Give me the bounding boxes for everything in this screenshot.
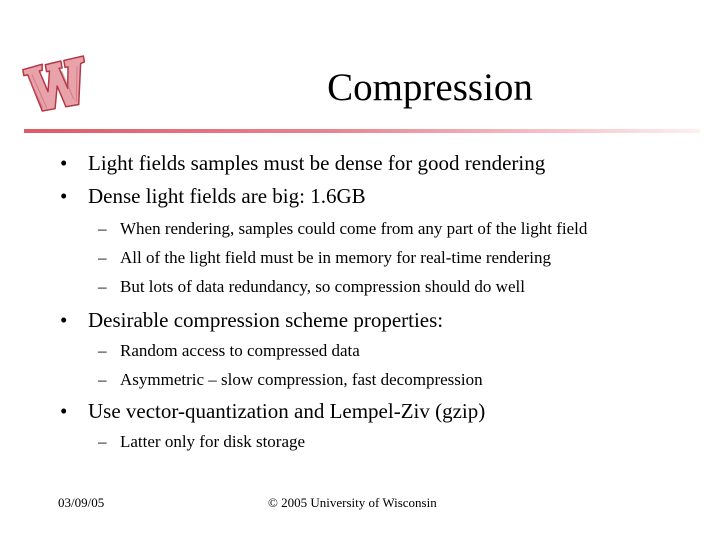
bullet-marker: •	[60, 308, 68, 332]
footer-date: 03/09/05	[58, 495, 105, 510]
bullet-text: Light fields samples must be dense for good rendering	[88, 151, 546, 175]
slide-title: Compression	[327, 66, 533, 109]
bullet-marker: •	[60, 151, 68, 175]
sub-bullet-marker: –	[98, 341, 107, 360]
sub-bullet-marker: –	[98, 432, 107, 451]
bullet-marker: •	[60, 184, 68, 208]
sub-bullet-text: When rendering, samples could come from any part of the light field	[120, 219, 588, 238]
sub-bullet-text: All of the light field must be in memory for real-time rendering	[120, 248, 552, 267]
sub-bullet-marker: –	[98, 248, 107, 267]
bullet-text: Use vector-quantization and Lempel-Ziv (gzip)	[88, 399, 486, 423]
sub-bullet-text: Asymmetric – slow compression, fast decompression	[120, 370, 483, 389]
bullet-marker: •	[60, 399, 68, 423]
sub-bullet-marker: –	[98, 277, 107, 296]
sub-bullet-marker: –	[98, 370, 107, 389]
bullet-text: Desirable compression scheme properties:	[88, 308, 444, 332]
sub-bullet-text: But lots of data redundancy, so compression should do well	[120, 277, 525, 296]
sub-bullet-text: Latter only for disk storage	[120, 432, 306, 451]
sub-bullet-marker: –	[98, 219, 107, 238]
footer-copyright: © 2005 University of Wisconsin	[268, 495, 437, 510]
sub-bullet-text: Random access to compressed data	[120, 341, 360, 360]
bullet-text: Dense light fields are big: 1.6GB	[88, 184, 366, 208]
